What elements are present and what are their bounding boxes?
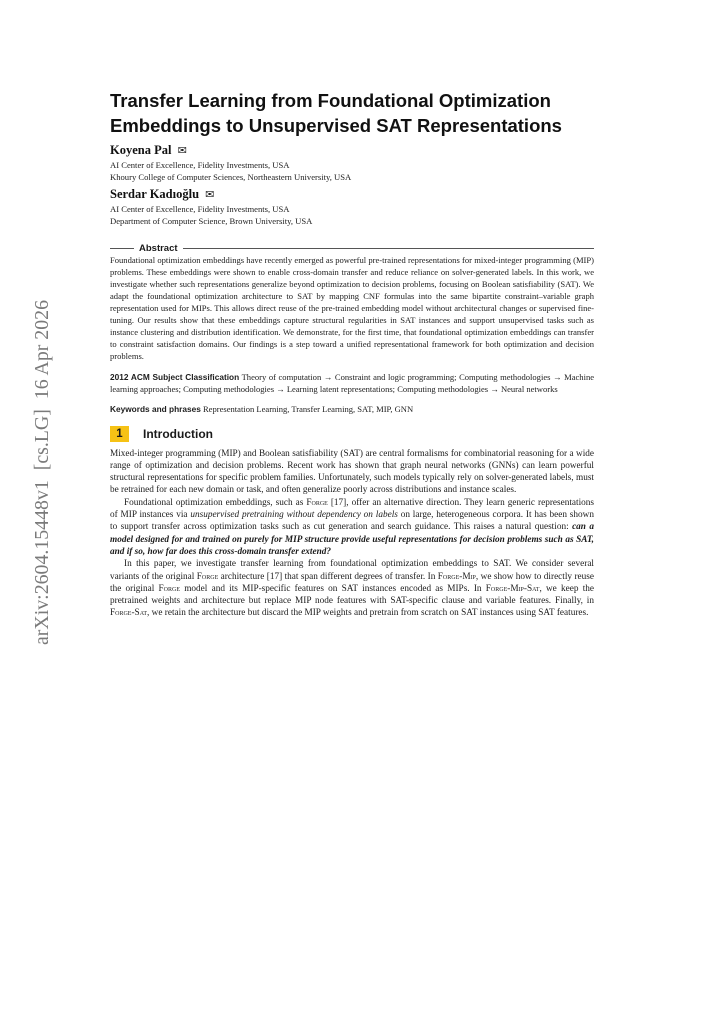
author-affiliation: AI Center of Excellence, Fidelity Investments, USA [110, 160, 290, 170]
forge-name: Forge [306, 497, 328, 508]
keywords-label: Keywords and phrases [110, 403, 201, 414]
author-affiliation: AI Center of Excellence, Fidelity Investments, USA [110, 204, 290, 214]
abstract-heading [110, 242, 594, 254]
author-affiliation: Khoury College of Computer Sciences, Northeastern University, USA [110, 172, 352, 182]
paragraph: Mixed-integer programming (MIP) and Boolean satisfiability (SAT) are central formalisms for combinatorial reasoning for a wide range of optimization and decision problems. Recent work has shown that graph neural networks (GNNs) can learn powerful structural representations for specific problem families. Unfortunately, such models typically rely on solver-generated labels, must be retrained for each new domain or task, and often generalize poorly across distributions and instance scales. [110, 448, 594, 496]
arxiv-identifier-stamp [10, 300, 60, 660]
section-heading [110, 425, 594, 443]
research-question: can a model designed for and trained on purely for MIP structure provide useful representations for decision problems such as SAT, and if so, how far does this cross-domain transfer extend? [110, 522, 595, 557]
acm-classification [110, 371, 594, 395]
paper-page [110, 88, 594, 620]
acm-text: Theory of computation → Constraint and logic programming; Computing methodologies → Machine learning approaches; Computing methodologies → Learning latent representations; Computing methodologies → Neural networks [110, 371, 595, 394]
keywords [110, 403, 594, 415]
author-affiliation: Department of Computer Science, Brown University, USA [110, 216, 313, 226]
forge-mip-name: Forge-Mip [437, 571, 476, 582]
forge-name: Forge [158, 583, 181, 594]
author-name: Koyena Pal ✉ [110, 143, 187, 157]
paragraph: In this paper, we investigate transfer learning from foundational optimization embeddings to SAT. We consider several variants of the original Forge architecture [17] that span different degrees of transfer. In Forge-Mip, we show how to directly reuse the original Forge model and its MIP-specific features on SAT instances encoded as MIPs. In Forge-Mip-Sat, we keep the pretrained weights and architecture but replace MIP node features with SAT-specific clause and variable features. Finally, in Forge-Sat, we retain the architecture but discard the MIP weights and pretrain from scratch on SAT instances using SAT features. [110, 559, 594, 619]
section-body [110, 448, 594, 620]
envelope-icon[interactable]: ✉ [205, 189, 215, 201]
divider [183, 248, 594, 249]
forge-sat-name: Forge-Sat [110, 608, 148, 619]
arxiv-identifier-text: arXiv:2604.15448v1 [cs.LG] 16 Apr 2026 [32, 305, 53, 645]
abstract-label: Abstract [139, 242, 178, 254]
title-line-2: Embeddings to Unsupervised SAT Representations [110, 115, 562, 136]
envelope-icon[interactable]: ✉ [177, 145, 187, 157]
keywords-text: Representation Learning, Transfer Learning, SAT, MIP, GNN [202, 403, 414, 414]
abstract-text: Foundational optimization embeddings have recently emerged as powerful pre-trained representations for mixed-integer programming (MIP) problems. These embeddings were shown to enable cross-domain transfer and reduce reliance on solver-generated labels. In this work, we investigate whether such representations generalize beyond optimization to decision problems, focusing on Boolean satisfiability (SAT). We adapt the foundational optimization architecture to SAT by mapping CNF formulas into the same bipartite constraint–variable graph representation used for MIPs. This allows direct reuse of the pre-trained embedding model without architectural changes or supervised fine-tuning. Our results show that these embeddings capture structural regularities in SAT instances and support unsupervised tasks such as instance clustering and distribution identification. We demonstrate, for the first time, that foundational optimization embeddings can transfer to constraint satisfaction domains. Our findings is a step toward a unified representational framework for both optimization and decision problems. [110, 255, 594, 361]
forge-mip-sat-name: Forge-Mip-Sat [485, 583, 540, 594]
forge-name: Forge [196, 571, 219, 582]
divider [110, 248, 134, 249]
section-number: 1 [110, 426, 129, 442]
section-title: Introduction [143, 426, 213, 441]
author-name: Serdar Kadıoğlu ✉ [110, 187, 215, 201]
paper-title [110, 88, 594, 138]
acm-label: 2012 ACM Subject Classification [110, 371, 240, 382]
emphasis: unsupervised pretraining without dependency on labels [190, 510, 398, 521]
paragraph: Foundational optimization embeddings, such as Forge [17], offer an alternative direction. They learn generic representations of MIP instances via unsupervised pretraining without dependency on labels on large, heterogeneous corpora. It has been shown to support transfer across optimization tasks such as cut generation and search guidance. This raises a natural question: can a model designed for and trained on purely for MIP structure provide useful representations for decision problems such as SAT, and if so, how far does this cross-domain transfer extend? [110, 497, 595, 557]
title-line-1: Transfer Learning from Foundational Optimization [110, 90, 551, 111]
